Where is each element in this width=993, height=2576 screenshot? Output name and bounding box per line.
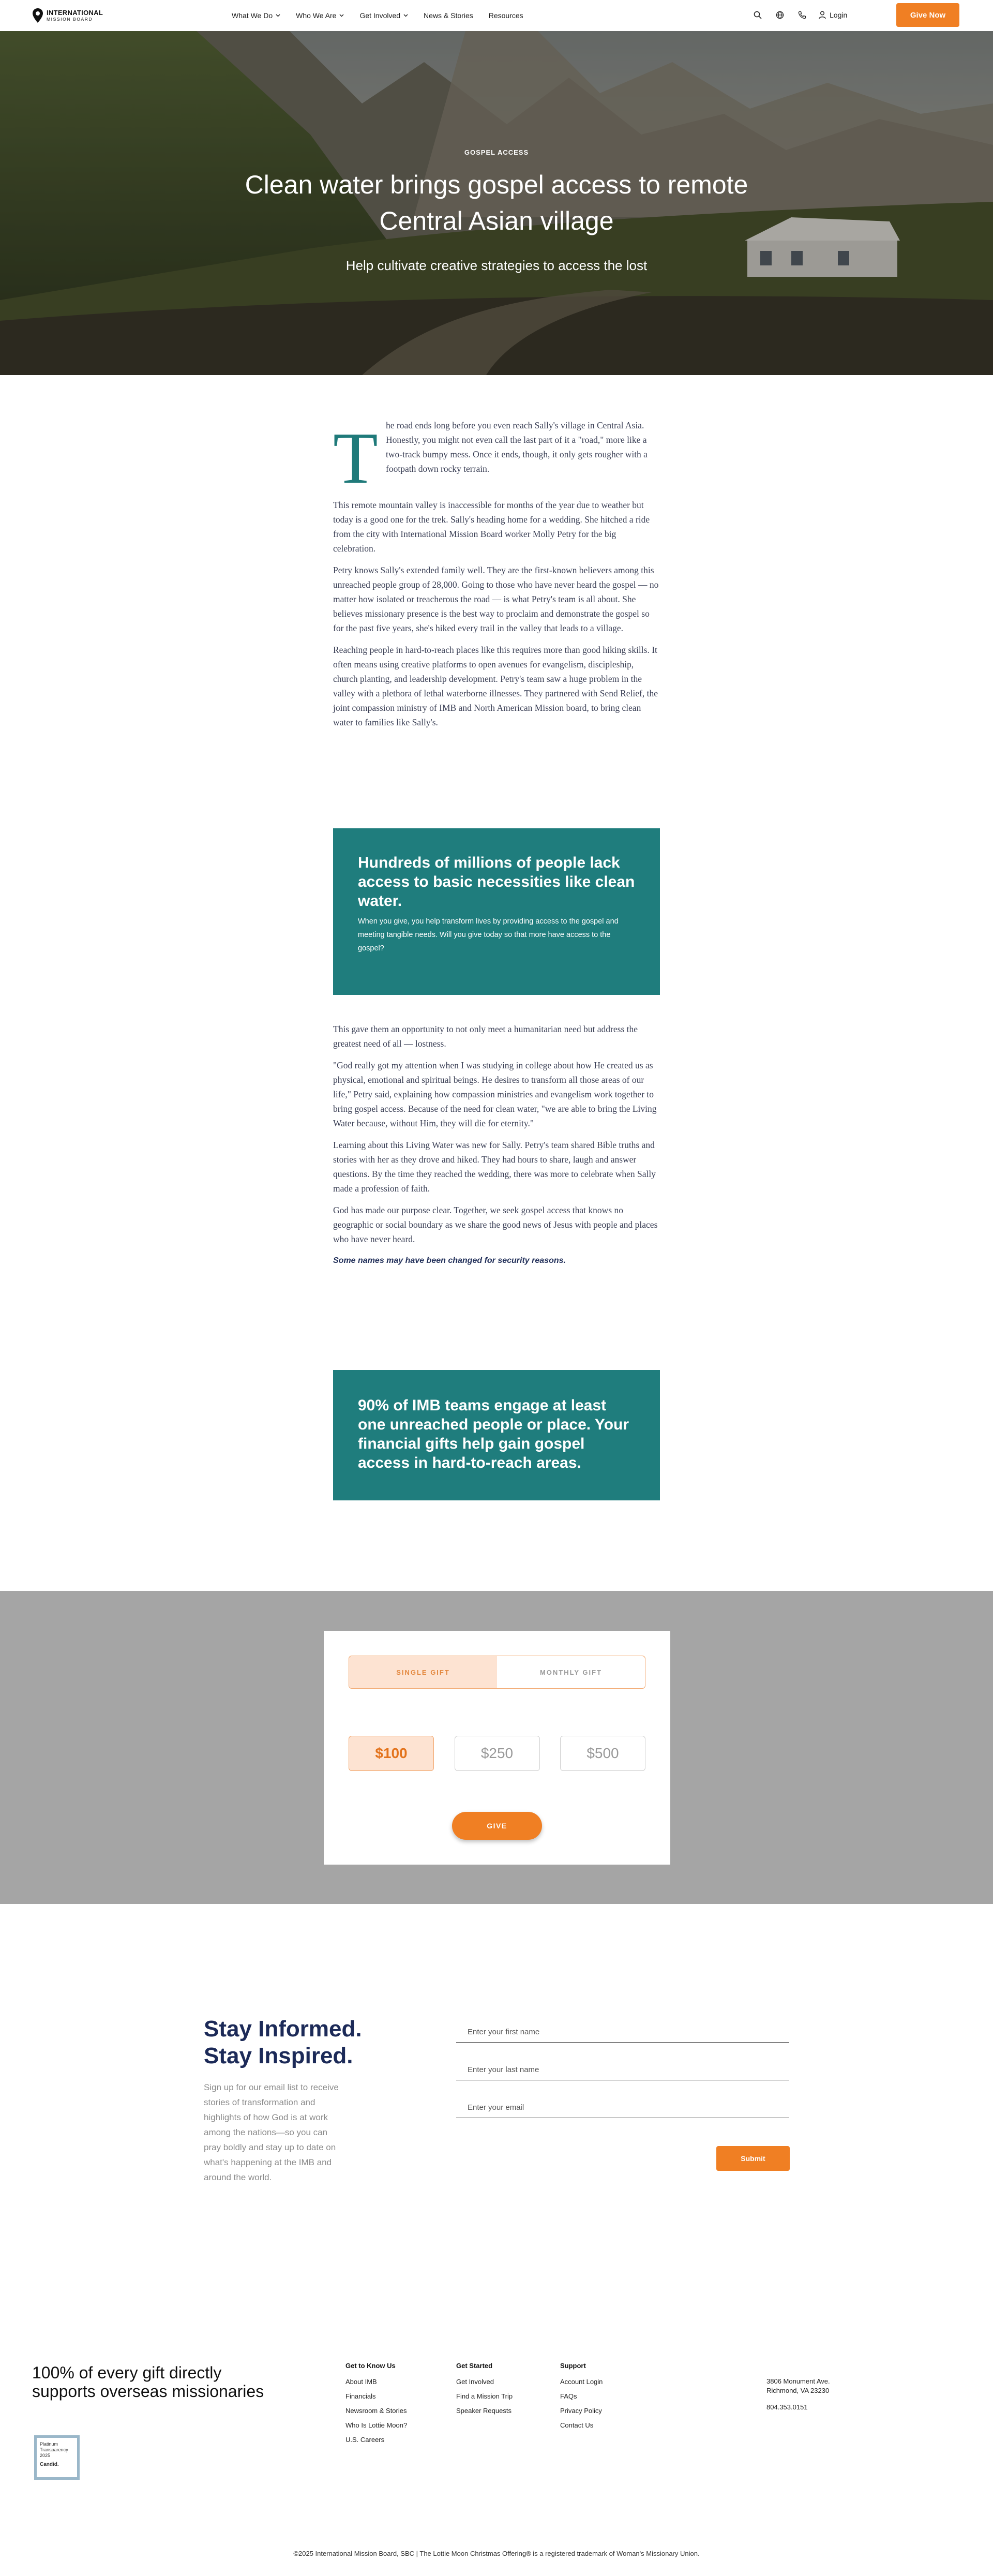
seal-line-2: Transparency bbox=[40, 2447, 68, 2452]
nav-news-stories[interactable] bbox=[424, 10, 473, 21]
footer-col-get-to-know-us bbox=[345, 2362, 407, 2447]
seal-line-4: Candid. bbox=[40, 2462, 59, 2467]
give-button[interactable]: GIVE bbox=[452, 1812, 542, 1840]
security-note: Some names may have been changed for security reasons. bbox=[333, 1256, 566, 1265]
give-now-button[interactable]: Give Now bbox=[896, 3, 959, 27]
paragraph-2: This remote mountain valley is inaccessible for months of the year due to weather but today is a good one for the trek. Sally's heading home for a wedding. She hitched a ride from the city with International Mission Board worker Molly Petry for the big celebration. bbox=[333, 500, 650, 554]
nav-label: Who We Are bbox=[296, 11, 337, 20]
article-body-part-1 bbox=[333, 418, 660, 737]
logo-line-2: MISSION BOARD bbox=[47, 17, 93, 22]
paragraph-6: "God really got my attention when I was studying in college about how He created us as physical, emotional and spiritual beings. He desires to transform all those areas of our life," Petry said, explaining how compassion ministries and evangelism work together to bring gospel access. Because of the need for clean water, "we are able to bring the Living Water because, without Him, they will die for eternity." bbox=[333, 1060, 657, 1128]
globe-icon[interactable] bbox=[774, 9, 786, 21]
footer-link-financials[interactable]: Financials bbox=[345, 2392, 376, 2400]
footer-link-get-involved[interactable]: Get Involved bbox=[456, 2378, 494, 2386]
callout-box-imb-teams bbox=[333, 1370, 660, 1500]
paragraph-8: God has made our purpose clear. Together, we seek gospel access that knows no geographic or social boundary as we share the good news of Jesus with people and places who have never heard. bbox=[333, 1205, 658, 1244]
footer-tagline: 100% of every gift directly supports overseas missionaries bbox=[32, 2363, 264, 2401]
newsletter-title-line-2: Stay Inspired. bbox=[204, 2043, 353, 2068]
callout-box-clean-water bbox=[333, 828, 660, 995]
hero-title: Clean water brings gospel access to remote Central Asian village bbox=[245, 170, 748, 235]
footer-link-mission-trip[interactable]: Find a Mission Trip bbox=[456, 2392, 513, 2400]
newsletter-title bbox=[204, 2016, 362, 2069]
address-line-2: Richmond, VA 23230 bbox=[766, 2387, 830, 2394]
donation-form bbox=[324, 1631, 670, 1865]
footer-col-title: Get Started bbox=[456, 2362, 493, 2370]
nav-label: News & Stories bbox=[424, 11, 473, 20]
paragraph-5: This gave them an opportunity to not only meet a humanitarian need but address the greatest need of all — lostness. bbox=[333, 1024, 638, 1049]
amount-option-500[interactable]: $500 bbox=[560, 1736, 645, 1771]
nav-label: What We Do bbox=[232, 11, 273, 20]
site-header bbox=[0, 0, 993, 31]
login-label: Login bbox=[830, 11, 848, 19]
nav-label: Get Involved bbox=[359, 11, 401, 20]
paragraph-7: Learning about this Living Water was new for Sally. Petry's team shared Bible truths and stories with her as they drove and hiked. They had hours to share, laugh and answer questions. By the time they reached the wedding, there was more to celebrate when Sally made a profession of faith. bbox=[333, 1140, 656, 1194]
monthly-gift-tab[interactable]: MONTHLY GIFT bbox=[539, 1668, 603, 1676]
nav-get-involved[interactable] bbox=[359, 10, 408, 21]
first-name-field[interactable]: Enter your first name bbox=[456, 2022, 789, 2043]
nav-label: Resources bbox=[488, 11, 523, 20]
amount-option-100[interactable]: $100 bbox=[349, 1736, 434, 1771]
hero-subtitle: Help cultivate creative strategies to access the lost bbox=[345, 258, 648, 273]
footer-link-careers[interactable]: U.S. Careers bbox=[345, 2436, 385, 2444]
phone-number[interactable]: 804.353.0151 bbox=[766, 2403, 808, 2411]
header-utilities bbox=[752, 9, 847, 21]
email-field[interactable]: Enter your email bbox=[456, 2097, 789, 2118]
phone-icon[interactable] bbox=[796, 9, 808, 21]
footer-link-newsroom[interactable]: Newsroom & Stories bbox=[345, 2407, 407, 2415]
imb-logo[interactable] bbox=[32, 7, 115, 24]
newsletter-description: Sign up for our email list to receive stories of transformation and highlights of how God is at work among the nations—so you can pray boldly and stay up to date on what's happening at the IMB and around the world. bbox=[204, 2082, 339, 2182]
address-line-1: 3806 Monument Ave. bbox=[766, 2377, 830, 2385]
nav-who-we-are[interactable] bbox=[296, 10, 344, 21]
chevron-down-icon bbox=[276, 14, 280, 17]
nav-what-we-do[interactable] bbox=[232, 10, 280, 21]
paragraph-3: Petry knows Sally's extended family well. They are the first-known believers among this unreached people group of 28,000. Going to those who have never heard the gospel — no matter how isolated or treacherous the road — is what Petry's team is all about. She believes missionary presence is the best way to proclaim and demonstrate the gospel so for the past five years, she's hiked every trail in the valley that leads to a village. bbox=[333, 565, 659, 633]
gift-amount-options bbox=[349, 1736, 645, 1771]
paragraph-1-text: he road ends long before you even reach Sally's village in Central Asia. Honestly, you might not even call the last part of it a "road," more like a two-track bumpy mess. Once it ends, though, it only gets rougher with a footpath down rocky terrain. bbox=[386, 420, 648, 474]
callout-title: Hundreds of millions of people lack access to basic necessities like clean water. bbox=[358, 854, 635, 910]
chevron-down-icon bbox=[339, 14, 344, 17]
map-pin-icon bbox=[32, 8, 43, 23]
footer-col-title: Support bbox=[560, 2362, 586, 2370]
footer-link-about[interactable]: About IMB bbox=[345, 2378, 377, 2386]
chevron-down-icon bbox=[403, 14, 408, 17]
main-nav bbox=[232, 10, 539, 21]
article-body-part-2 bbox=[333, 1022, 660, 1275]
footer-link-privacy[interactable]: Privacy Policy bbox=[560, 2407, 602, 2415]
drop-cap: T bbox=[333, 417, 378, 499]
footer-link-contact[interactable]: Contact Us bbox=[560, 2421, 594, 2429]
copyright-text: ©2025 International Mission Board, SBC | The Lottie Moon Christmas Offering® is a registered trademark of Woman's Missionary Union. bbox=[293, 2550, 700, 2557]
seal-line-1: Platinum bbox=[40, 2441, 58, 2447]
amount-option-250[interactable]: $250 bbox=[455, 1736, 540, 1771]
hero-banner bbox=[0, 31, 993, 375]
user-icon bbox=[819, 11, 826, 19]
footer-link-lottie-moon[interactable]: Who Is Lottie Moon? bbox=[345, 2421, 408, 2429]
footer-col-support bbox=[560, 2362, 603, 2433]
candid-transparency-seal[interactable] bbox=[34, 2435, 80, 2480]
callout-text: When you give, you help transform lives by providing access to the gospel and meeting tangible needs. Will you give today so that more have access to the gospel? bbox=[358, 917, 619, 952]
paragraph-1 bbox=[333, 417, 660, 499]
hero-eyebrow: GOSPEL ACCESS bbox=[464, 148, 529, 156]
callout-title: 90% of IMB teams engage at least one unreached people or place. Your financial gifts help gain gospel access in hard-to-reach areas. bbox=[358, 1397, 629, 1471]
footer-col-title: Get to Know Us bbox=[345, 2362, 396, 2370]
logo-line-1: INTERNATIONAL bbox=[47, 9, 103, 17]
footer-col-get-started bbox=[456, 2362, 513, 2418]
last-name-field[interactable]: Enter your last name bbox=[456, 2060, 789, 2080]
footer-link-account-login[interactable]: Account Login bbox=[560, 2378, 603, 2386]
login-link[interactable] bbox=[819, 11, 847, 19]
gift-frequency-toggle bbox=[349, 1656, 645, 1689]
seal-line-3: 2025 bbox=[40, 2453, 51, 2458]
newsletter-title-line-1: Stay Informed. bbox=[204, 2016, 362, 2042]
single-gift-tab[interactable]: SINGLE GIFT bbox=[349, 1656, 497, 1688]
footer-address bbox=[766, 2377, 830, 2412]
footer-link-faqs[interactable]: FAQs bbox=[560, 2392, 577, 2400]
paragraph-4: Reaching people in hard-to-reach places like this requires more than good hiking skills. It often means using creative platforms to open avenues for evangelism, discipleship, church planting, and leadership development. Petry's team saw a huge problem in the valley with a plethora of lethal waterborne illnesses. They partnered with Send Relief, the joint compassion ministry of IMB and North American Mission board, to bring clean water to families like Sally's. bbox=[333, 645, 658, 727]
search-icon[interactable] bbox=[752, 9, 763, 21]
nav-resources[interactable] bbox=[489, 10, 523, 21]
footer-link-speaker-requests[interactable]: Speaker Requests bbox=[456, 2407, 511, 2415]
submit-button[interactable]: Submit bbox=[716, 2146, 790, 2171]
